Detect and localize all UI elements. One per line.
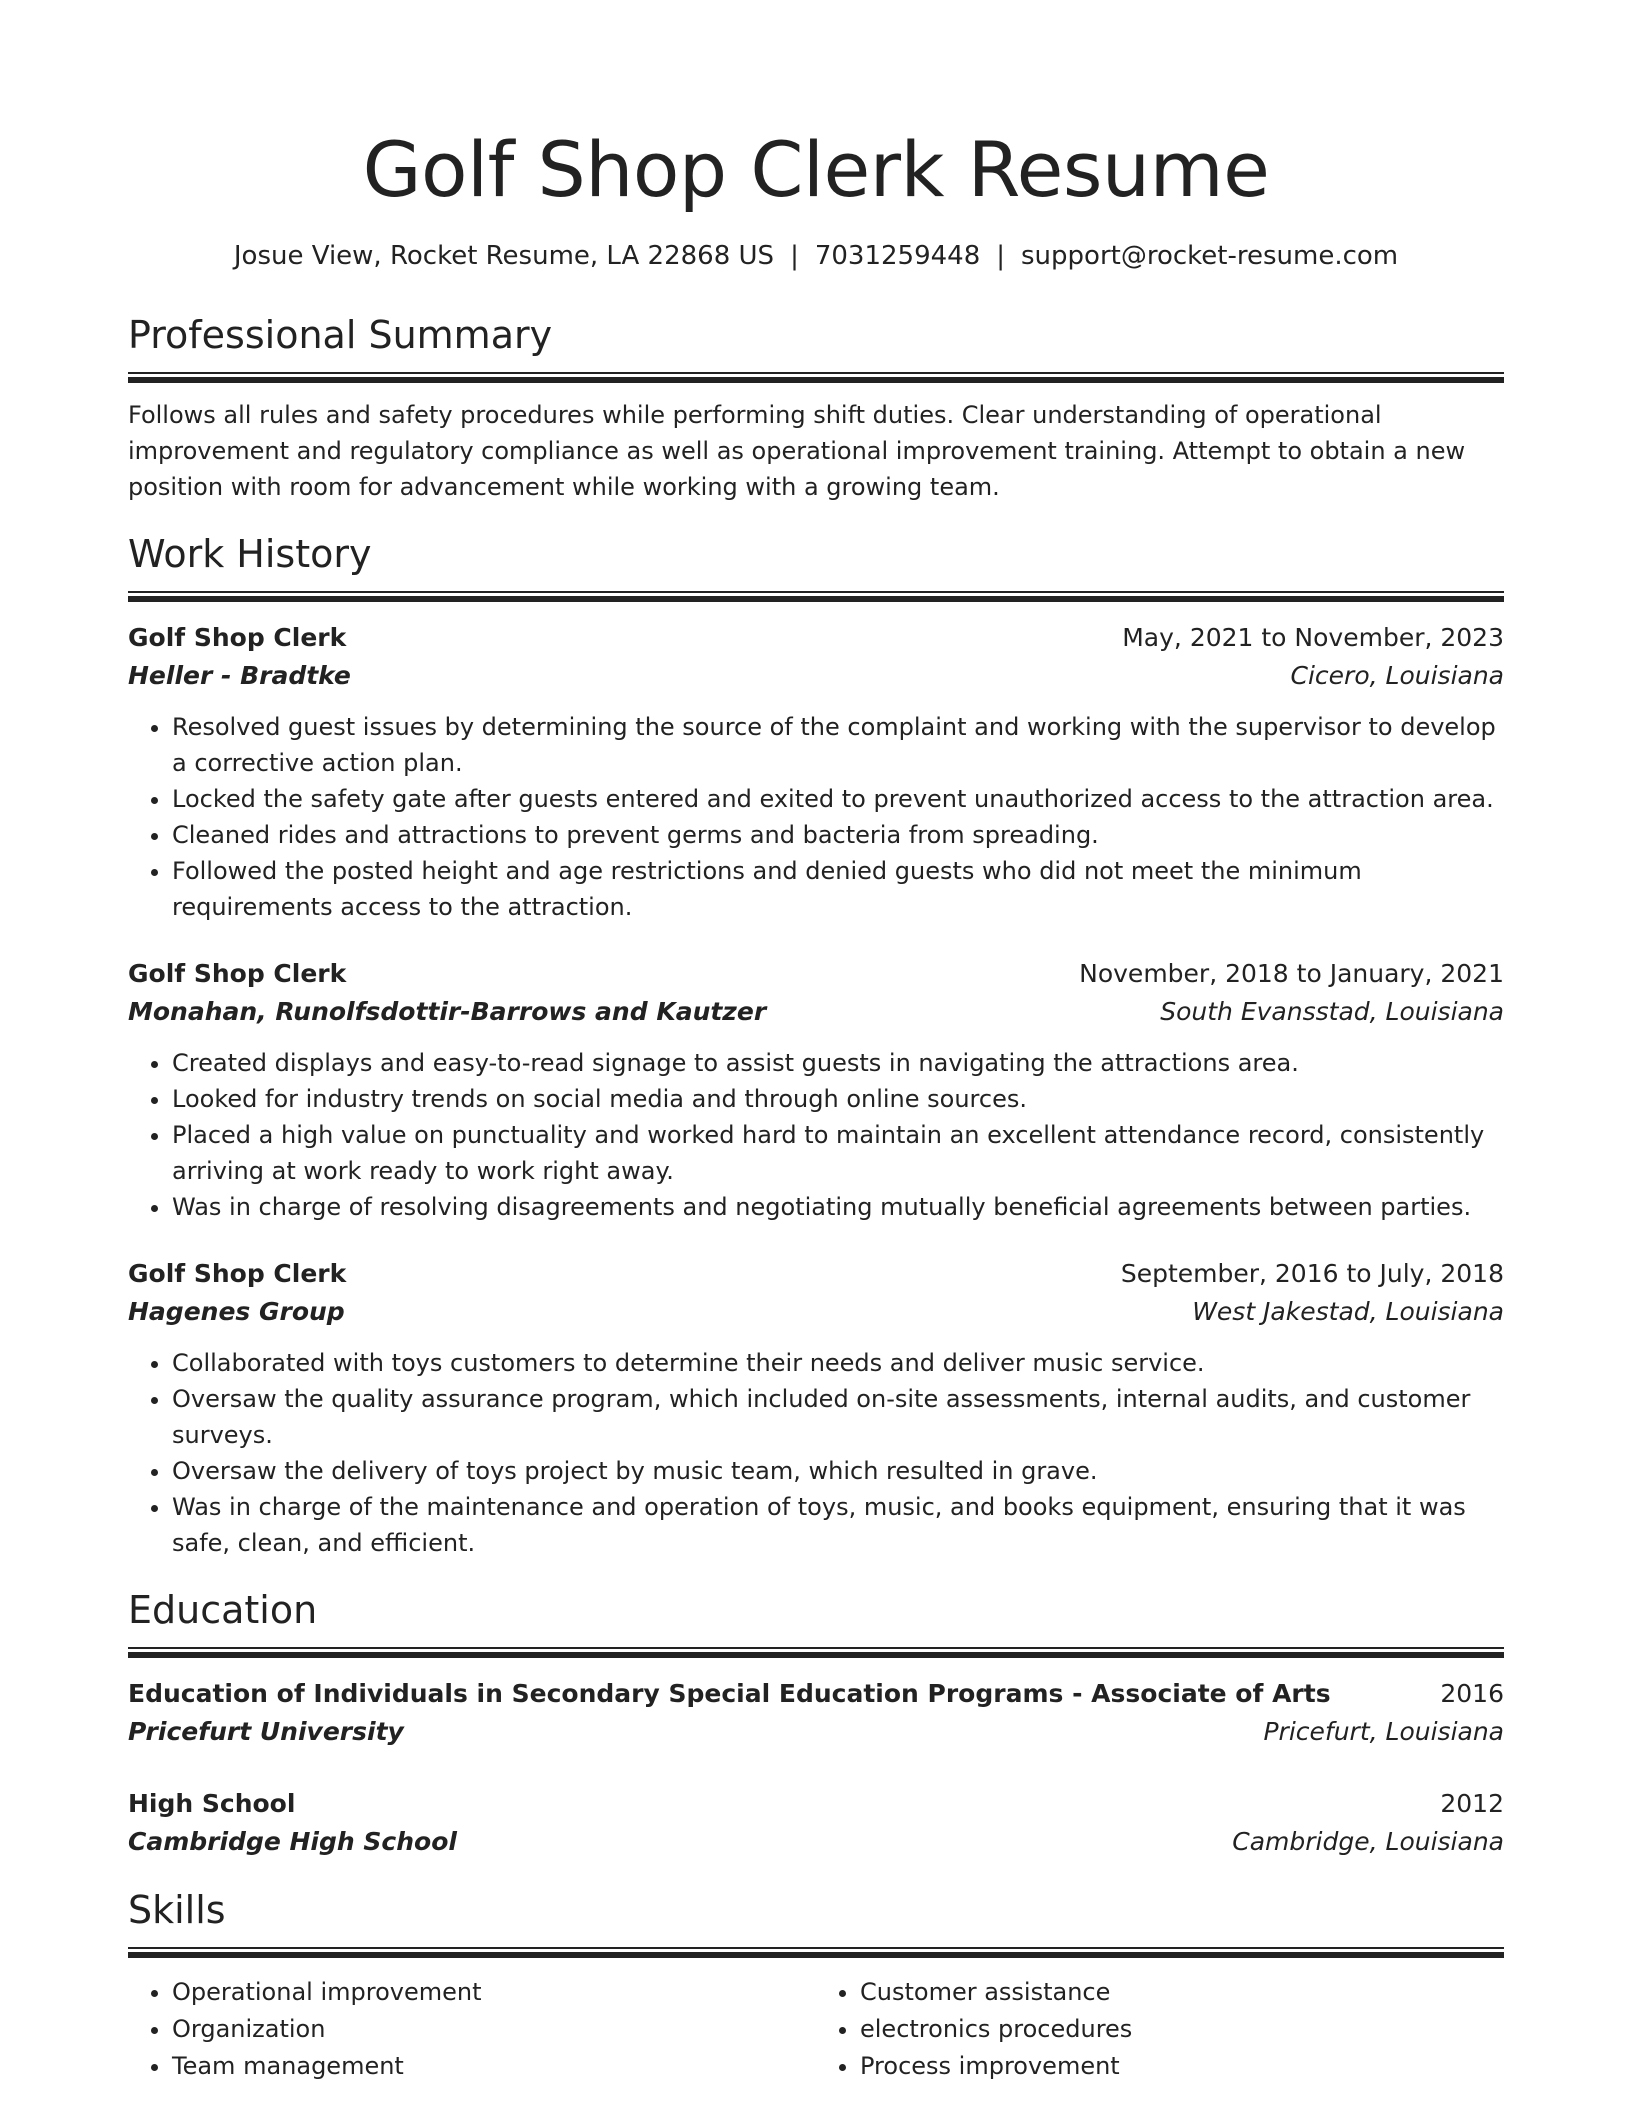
list-item: • Was in charge of resolving disagreements and negotiating mutually beneficial agreements between parties. <box>172 1189 1504 1225</box>
job-bullets <box>128 709 1504 925</box>
list-item: • Was in charge of the maintenance and operation of toys, music, and books equipment, ensuring that it was safe, clean, and efficient. <box>172 1489 1504 1561</box>
resume-title: Golf Shop Clerk Resume <box>362 125 1270 214</box>
job-title: Golf Shop Clerk <box>128 959 347 988</box>
work-history-section <box>128 529 1504 1561</box>
education-heading: Education <box>128 1588 318 1632</box>
section-divider <box>128 1647 1504 1658</box>
skills-heading: Skills <box>128 1888 226 1932</box>
skills-list <box>128 1974 1504 2085</box>
work-history-heading: Work History <box>128 532 372 576</box>
degree-title: High School <box>128 1789 296 1818</box>
contact-phone: 7031259448 <box>814 241 981 271</box>
education-entry <box>128 1785 1504 1861</box>
education-year: 2012 <box>1440 1789 1504 1818</box>
school-name: Cambridge High School <box>128 1827 457 1856</box>
section-divider <box>128 1947 1504 1958</box>
job-dates: May, 2021 to November, 2023 <box>1122 623 1504 652</box>
school-name: Pricefurt University <box>128 1717 404 1746</box>
summary-text: Follows all rules and safety procedures while performing shift duties. Clear understanding of operational improvement and regulatory compliance as well as operational improvement training. Attempt to obtain a new position with room for advancement while working with a growing team. <box>128 401 1466 501</box>
list-item: • Operational improvement <box>172 1974 816 2011</box>
school-location: Pricefurt, Louisiana <box>1263 1717 1504 1746</box>
education-section <box>128 1585 1504 1861</box>
list-item: • Process improvement <box>860 2048 1504 2085</box>
contact-separator: | <box>790 241 799 271</box>
summary-section <box>128 310 1504 505</box>
skills-column-right <box>816 1974 1504 2085</box>
job-dates: September, 2016 to July, 2018 <box>1120 1259 1504 1288</box>
list-item: • Oversaw the delivery of toys project by music team, which resulted in grave. <box>172 1453 1504 1489</box>
job-company: Heller - Bradtke <box>128 661 351 690</box>
contact-separator: | <box>996 241 1006 271</box>
job-bullets <box>128 1045 1504 1225</box>
job-company: Monahan, Runolfsdottir-Barrows and Kautzer <box>128 997 767 1026</box>
list-item: • Team management <box>172 2048 816 2085</box>
list-item: • Created displays and easy-to-read signage to assist guests in navigating the attractions area. <box>172 1045 1504 1081</box>
list-item: • Organization <box>172 2011 816 2048</box>
job-title: Golf Shop Clerk <box>128 1259 347 1288</box>
list-item: • Cleaned rides and attractions to prevent germs and bacteria from spreading. <box>172 817 1504 853</box>
list-item: • Placed a high value on punctuality and worked hard to maintain an excellent attendance record, consistently arriving at work ready to work right away. <box>172 1117 1504 1189</box>
job-title: Golf Shop Clerk <box>128 623 347 652</box>
job-bullets <box>128 1345 1504 1561</box>
skills-section <box>128 1885 1504 2085</box>
education-year: 2016 <box>1440 1679 1504 1708</box>
list-item: • electronics procedures <box>860 2011 1504 2048</box>
job-entry <box>128 955 1504 1225</box>
job-entry <box>128 1255 1504 1561</box>
job-company: Hagenes Group <box>128 1297 345 1326</box>
job-dates: November, 2018 to January, 2021 <box>1079 959 1504 988</box>
school-location: Cambridge, Louisiana <box>1232 1827 1504 1856</box>
education-entry <box>128 1675 1504 1751</box>
job-entry <box>128 619 1504 925</box>
section-divider <box>128 591 1504 602</box>
job-location: Cicero, Louisiana <box>1290 661 1504 690</box>
list-item: • Resolved guest issues by determining the source of the complaint and working with the supervisor to develop a corrective action plan. <box>172 709 1504 781</box>
section-divider <box>128 372 1504 383</box>
contact-email: support@rocket-resume.com <box>1021 241 1399 271</box>
list-item: • Collaborated with toys customers to determine their needs and deliver music service. <box>172 1345 1504 1381</box>
list-item: • Customer assistance <box>860 1974 1504 2011</box>
contact-line <box>128 236 1504 276</box>
list-item: • Oversaw the quality assurance program, which included on-site assessments, internal audits, and customer surveys. <box>172 1381 1504 1453</box>
contact-address: Josue View, Rocket Resume, LA 22868 US <box>233 241 775 271</box>
list-item: • Looked for industry trends on social media and through online sources. <box>172 1081 1504 1117</box>
job-location: West Jakestad, Louisiana <box>1192 1297 1504 1326</box>
summary-heading: Professional Summary <box>128 313 553 357</box>
list-item: • Locked the safety gate after guests entered and exited to prevent unauthorized access to the attraction area. <box>172 781 1504 817</box>
skills-column-left <box>128 1974 816 2085</box>
degree-title: Education of Individuals in Secondary Special Education Programs - Associate of Arts <box>128 1679 1331 1708</box>
list-item: • Followed the posted height and age restrictions and denied guests who did not meet the minimum requirements access to the attraction. <box>172 853 1504 925</box>
job-location: South Evansstad, Louisiana <box>1160 997 1504 1026</box>
